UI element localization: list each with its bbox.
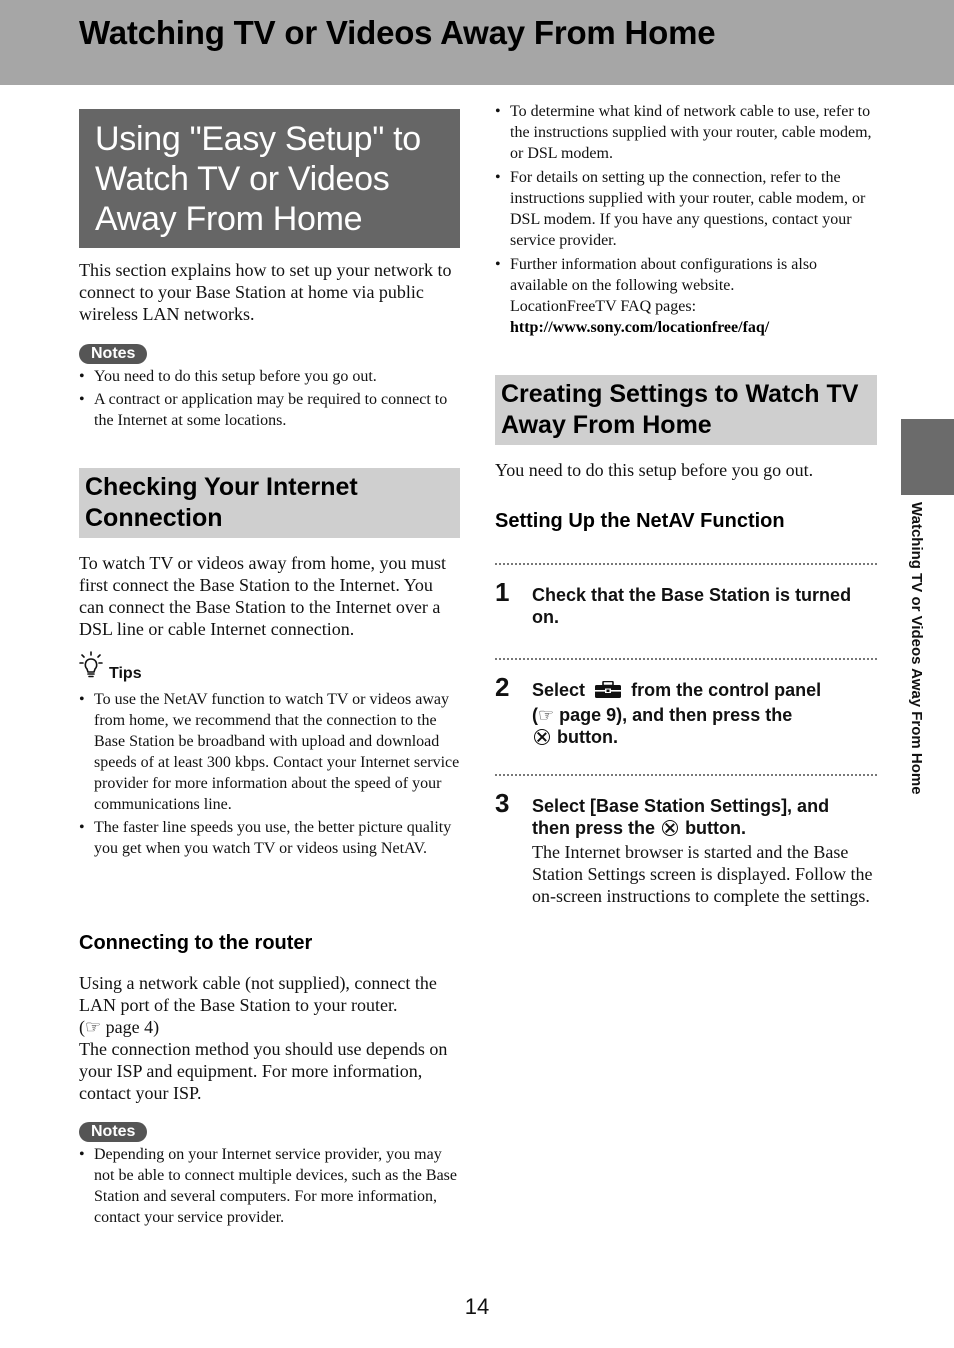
note-item: • Depending on your Internet service provider, you may not be able to connect multiple devices, such as the Base Station and several computers. For more information, contact your service provider.	[79, 1144, 460, 1228]
faq-link[interactable]: http://www.sony.com/locationfree/faq/	[510, 319, 770, 336]
step-instruction	[532, 679, 877, 748]
notes-block-2	[79, 1122, 460, 1228]
cable-notes	[495, 101, 877, 338]
chapter-tab	[901, 419, 954, 495]
step-2-line-1	[532, 679, 877, 704]
tips-block	[79, 656, 460, 859]
router-paragraph	[79, 972, 460, 1104]
step-2-page-ref: page 9), and then press the	[559, 705, 793, 725]
step-number: 3	[495, 788, 510, 818]
section-heading-line: Away From Home	[501, 411, 712, 439]
page-reference-text: page 4)	[105, 1017, 160, 1037]
circle-x-button-icon	[534, 729, 550, 745]
step-divider	[495, 774, 877, 776]
main-title-line: Away From Home	[95, 200, 363, 238]
tips-list	[79, 689, 460, 859]
tips-label: Tips	[109, 665, 142, 682]
main-section-title	[79, 109, 460, 248]
step-3-line-1: Select [Base Station Settings], and	[532, 796, 830, 816]
circle-x-button-icon	[662, 820, 678, 836]
main-title-line: Using "Easy Setup" to	[95, 120, 421, 158]
section-heading-line: Connection	[85, 504, 223, 532]
step-3-description: The Internet browser is started and the Base Station Settings screen is displayed. Follow the on-screen instructions to complete the settings.	[532, 842, 873, 906]
internet-paragraph: To watch TV or videos away from home, you must first connect the Base Station to the Internet. You can connect the Base Station to the Internet over a DSL line or cable Internet connection.	[79, 553, 447, 639]
cable-note-item: • To determine what kind of network cable to use, refer to the instructions supplied with your router, cable modem, or DSL modem.	[495, 101, 877, 164]
pointing-hand-icon: ☞	[85, 1017, 102, 1037]
page-header-title: Watching TV or Videos Away From Home	[79, 14, 716, 51]
step-divider	[495, 658, 877, 660]
step-3-line-2	[532, 817, 877, 839]
pointing-hand-icon: ☞	[538, 705, 555, 725]
router-text-2: The connection method you should use depends on your ISP and equipment. For more information, contact your ISP.	[79, 1039, 448, 1103]
cable-note-item	[495, 254, 877, 338]
step-2-select: Select	[532, 680, 586, 700]
section-heading-internet	[79, 468, 460, 538]
notes-list	[79, 1144, 460, 1228]
notes-block-1	[79, 344, 460, 431]
section-heading-line: Creating Settings to Watch TV	[501, 380, 859, 408]
tip-item: • To use the NetAV function to watch TV or videos away from home, we recommend that the connection to the Base Station be broadband with upload and download speeds of at least 300 kbps. Contact your Internet service provider for more information about the speed of your communications line.	[79, 689, 460, 815]
step-2-line-3	[532, 726, 877, 748]
notes-badge: Notes	[79, 1122, 147, 1142]
cable-note-item: • For details on setting up the connection, refer to the instructions supplied with your router, cable modem, or DSL modem. If you have any questions, contact your service provider.	[495, 167, 877, 251]
note-item: • A contract or application may be required to connect to the Internet at some locations.	[79, 389, 460, 431]
step-number: 1	[495, 577, 510, 607]
step-2-button: button.	[557, 727, 618, 747]
step-divider	[495, 563, 877, 565]
faq-label: LocationFreeTV FAQ pages:	[510, 298, 697, 315]
netav-subheading: Setting Up the NetAV Function	[495, 510, 785, 532]
router-subheading: Connecting to the router	[79, 932, 313, 954]
intro-paragraph: This section explains how to set up your network to connect to your Base Station at home via public wireless LAN networks.	[79, 260, 452, 324]
page-header-bar	[0, 0, 954, 85]
step-3-post: button.	[685, 818, 747, 838]
notes-list	[79, 366, 460, 431]
section-heading-creating-settings	[495, 375, 877, 445]
faq-intro: Further information about configurations is also available on the following website.	[510, 256, 818, 294]
step-3-pre: then press the	[532, 818, 656, 838]
page-reference: (☞ page 4)	[79, 1017, 160, 1037]
tips-header	[79, 656, 460, 684]
note-item: • You need to do this setup before you go out.	[79, 366, 460, 387]
step-2-from: from the control panel	[631, 680, 822, 700]
section-heading-line: Checking Your Internet	[85, 473, 358, 501]
tip-item: • The faster line speeds you use, the better picture quality you get when you watch TV or videos using NetAV.	[79, 817, 460, 859]
cable-notes-list	[495, 101, 877, 338]
page-number: 14	[464, 1294, 490, 1319]
step-instruction	[532, 795, 877, 839]
step-instruction: Check that the Base Station is turned on.	[532, 585, 852, 627]
creating-intro: You need to do this setup before you go out.	[495, 460, 814, 480]
chapter-tab-label: Watching TV or Videos Away From Home	[908, 502, 925, 795]
toolbox-icon	[594, 681, 622, 704]
main-title-line: Watch TV or Videos	[95, 160, 390, 198]
step-number: 2	[495, 672, 510, 702]
lightbulb-icon	[79, 651, 103, 684]
router-text-1: Using a network cable (not supplied), connect the LAN port of the Base Station to your router.	[79, 973, 437, 1015]
step-2-line-2: (☞ page 9), and then press the	[532, 705, 793, 725]
notes-badge: Notes	[79, 344, 147, 364]
